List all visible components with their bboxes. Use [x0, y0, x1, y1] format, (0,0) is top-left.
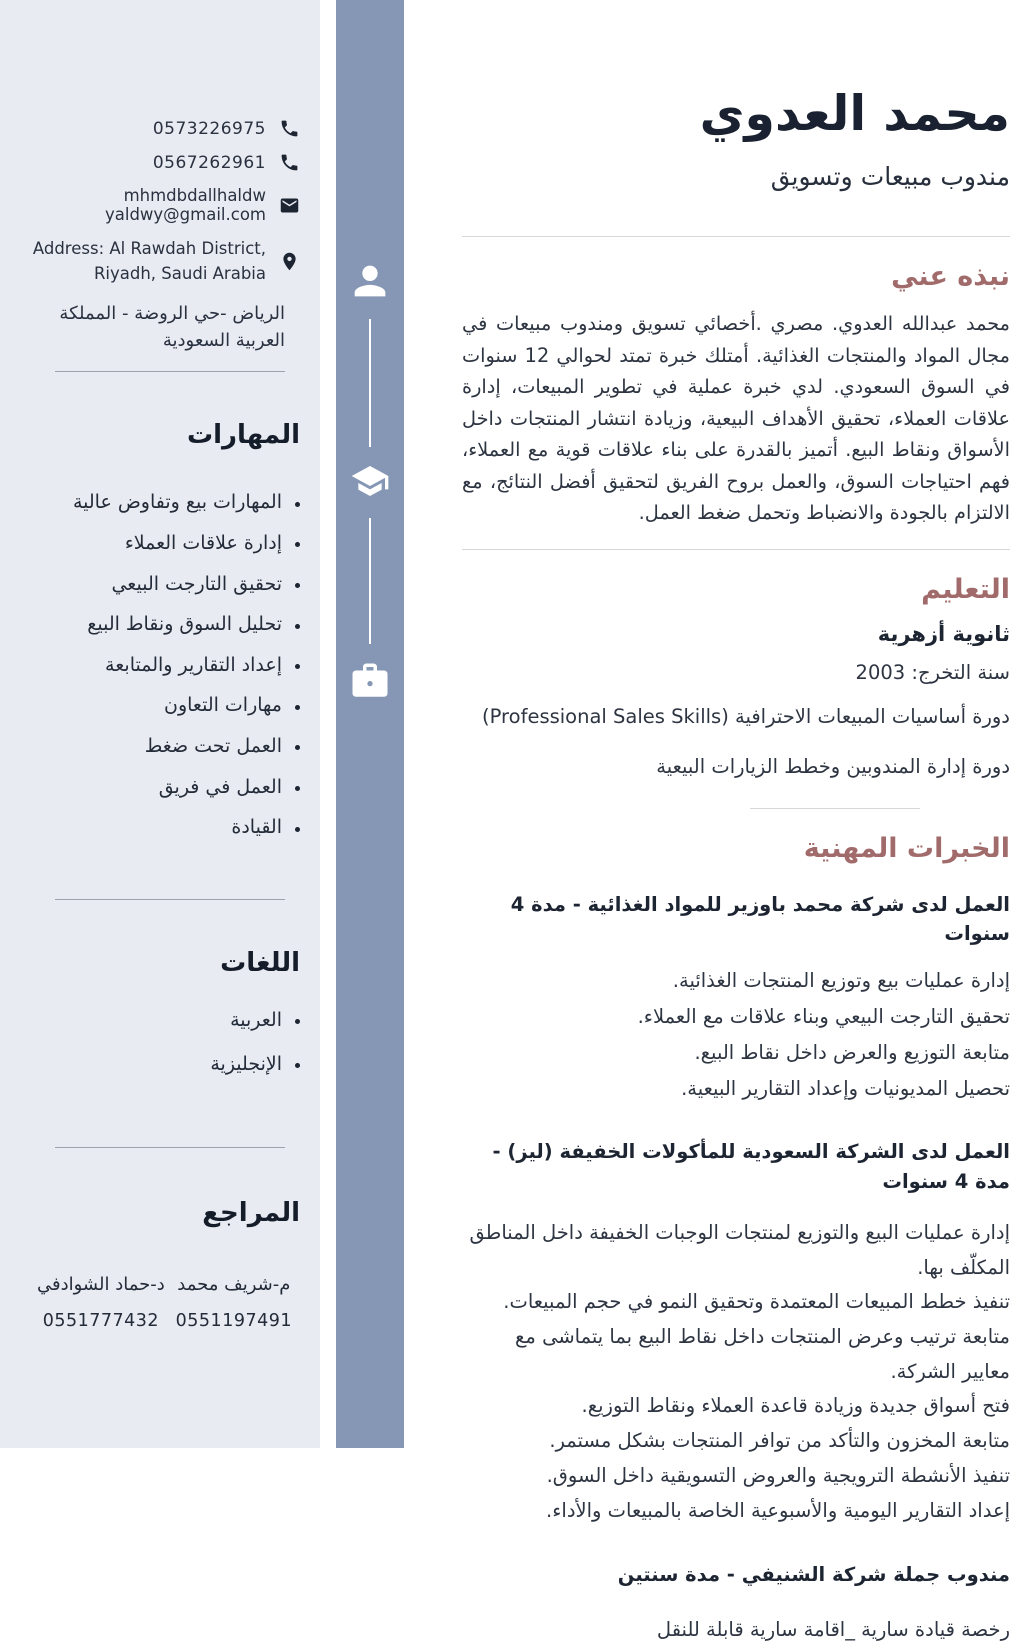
timeline-band: [336, 0, 404, 1448]
sidebar-divider: [55, 899, 285, 900]
skill-label: العمل تحت ضغط: [144, 735, 282, 758]
job-duty-line: إدارة عمليات بيع وتوزيع المنتجات الغذائية.: [672, 969, 1010, 993]
bullet-dot: [295, 502, 300, 507]
experience-job: [462, 890, 1010, 1108]
phone-icon: [279, 118, 300, 139]
references-section: [25, 1198, 300, 1331]
job-heading: العمل لدى شركة محمد باوزير للمواد الغذائية - مدة 4 سنوات: [510, 892, 1010, 945]
languages-list: [25, 1008, 300, 1077]
skill-label: القيادة: [231, 816, 282, 839]
job-duty-line: فتح أسواق جديدة وزيادة قاعدة العملاء ونقاط التوزيع.: [581, 1394, 1010, 1418]
about-section: [462, 261, 1010, 528]
language-label: العربية: [230, 1009, 282, 1032]
list-item: [25, 775, 300, 801]
skill-label: مهارات التعاون: [164, 694, 282, 717]
education-section: [462, 574, 1010, 778]
language-label: الإنجليزية: [210, 1052, 282, 1075]
main-content: [462, 0, 1010, 1648]
email-icon: [279, 195, 300, 216]
list-item: [25, 653, 300, 679]
reference-item: [176, 1274, 292, 1331]
job-heading: العمل لدى الشركة السعودية للمأكولات الخفيفة (ليز) - مدة 4 سنوات: [492, 1140, 1010, 1193]
list-item: [25, 612, 300, 638]
section-divider: [462, 236, 1010, 237]
education-school: ثانوية أزهرية: [877, 621, 1010, 646]
reference-phone: 0551197491: [175, 1311, 292, 1332]
phone-icon: [279, 152, 300, 173]
education-grad-year: سنة التخرج: 2003: [855, 660, 1010, 684]
bullet-dot: [295, 664, 300, 669]
graduation-cap-icon: [347, 461, 393, 501]
phone-number-1: 0573226975: [152, 118, 266, 139]
bullet-dot: [295, 583, 300, 588]
contact-phone-2: [25, 152, 300, 173]
address-english: [33, 237, 266, 287]
bullet-dot: [295, 1063, 300, 1068]
bullet-dot: [295, 624, 300, 629]
list-item: [25, 693, 300, 719]
skill-label: تحقيق التارجت البيعي: [111, 572, 282, 595]
job-duty-line: تحصيل المديونيات وإعداد التقارير البيعية.: [681, 1077, 1010, 1101]
bullet-dot: [295, 745, 300, 750]
bullet-dot: [295, 1019, 300, 1024]
location-icon: [279, 251, 300, 272]
job-duty-line: تنفيذ الأنشطة الترويجية والعروض التسويقية داخل السوق.: [546, 1463, 1010, 1487]
bullet-dot: [295, 542, 300, 547]
reference-phone: 0551777432: [42, 1311, 160, 1332]
references-row: [37, 1274, 292, 1331]
briefcase-icon: [348, 660, 392, 702]
job-duty-line: إدارة عمليات البيع والتوزيع لمنتجات الوجبات الخفيفة داخل المناطق المكلّف بها.: [469, 1220, 1010, 1279]
experience-job: [462, 1137, 1010, 1528]
skill-label: تحليل السوق ونقاط البيع: [87, 613, 282, 636]
contact-phone-1: [25, 118, 300, 139]
list-item: [25, 531, 300, 557]
job-duty-line: تحقيق التارجت البيعي وبناء علاقات مع العملاء.: [637, 1005, 1010, 1029]
education-title: التعليم: [921, 573, 1010, 605]
list-item: [25, 815, 300, 841]
list-item: [25, 1052, 300, 1078]
references-title: المراجع: [202, 1198, 300, 1229]
skills-title: المهارات: [186, 420, 300, 451]
email-address: mhmdbdallhaldw yaldwy@gmail.com: [104, 186, 266, 224]
skill-label: إعداد التقارير والمتابعة: [105, 653, 282, 676]
address-line-2: Riyadh, Saudi Arabia: [93, 263, 266, 283]
job-title: مندوب مبيعات وتسويق: [770, 162, 1010, 192]
job-duty-line: تنفيذ خطط المبيعات المعتمدة وتحقيق النمو في حجم المبيعات.: [503, 1290, 1010, 1314]
job-duty-line: إعداد التقارير اليومية والأسبوعية الخاصة بالمبيعات والأداء.: [546, 1498, 1010, 1522]
job-duties: [462, 1216, 1010, 1528]
experience-section: [462, 833, 1010, 1648]
list-item: [25, 1008, 300, 1034]
bullet-dot: [295, 827, 300, 832]
timeline-connector: [369, 518, 371, 644]
job-duties: [462, 963, 1010, 1107]
sidebar-divider: [55, 1147, 285, 1148]
experience-job: [462, 1560, 1010, 1647]
address-arabic: الرياض -حي الروضة - المملكة العربية السعودية: [59, 302, 285, 352]
job-duty-line: رخصة قيادة سارية _اقامة سارية قابلة للنقل: [656, 1617, 1010, 1641]
section-divider-short: [750, 808, 920, 809]
list-item: [25, 734, 300, 760]
contact-section: [25, 118, 300, 355]
phone-number-2: 0567262961: [152, 152, 266, 173]
bullet-dot: [295, 705, 300, 710]
job-duty-line: متابعة المخزون والتأكد من توافر المنتجات بشكل مستمر.: [549, 1429, 1010, 1453]
reference-item: [37, 1274, 165, 1331]
job-duty-line: متابعة التوزيع والعرض داخل نقاط البيع.: [694, 1041, 1010, 1065]
skills-section: [25, 420, 300, 841]
list-item: [25, 572, 300, 598]
experience-title: الخبرات المهنية: [803, 832, 1010, 864]
sidebar: [0, 0, 320, 1448]
timeline-connector: [369, 319, 371, 447]
job-heading: مندوب جملة شركة الشنيفي - مدة سنتين: [617, 1563, 1010, 1587]
skill-label: إدارة علاقات العملاء: [124, 531, 282, 554]
profile-icon: [347, 258, 393, 304]
skill-label: العمل في فريق: [158, 775, 282, 798]
about-text: محمد عبدالله العدوي. مصري .أخصائي تسويق ومندوب مبيعات في مجال المواد والمنتجات الغذائية. أمتلك خبرة تمتد لحوالي 12 سنوات في السوق السعودي. لدي خبرة عملية في تطوير المبيعات، إدارة علاقات العملاء، تحقيق الأهداف البيعية، وزيادة انتشار المنتجات داخل الأسواق ونقاط البيع. أتميز بالقدرة على بناء علاقات قوية مع العملاء، فهم احتياجات السوق، والعمل بروح الفريق لتحقيق أفضل النتائج، مع الالتزام بالجودة والانضباط وتحمل ضغط العمل.: [462, 312, 1010, 525]
contact-email: [25, 186, 300, 224]
skill-label: المهارات بيع وتفاوض عالية: [72, 491, 282, 514]
languages-section: [25, 948, 300, 1077]
contact-address: [25, 237, 300, 287]
education-course: دورة أساسيات المبيعات الاحترافية (Professional Sales Skills): [482, 704, 1010, 728]
list-item: [25, 490, 300, 516]
address-line-1: Address: Al Rawdah District,: [32, 239, 266, 258]
sidebar-divider: [55, 371, 285, 372]
reference-name: د-حماد الشوادفي: [37, 1274, 165, 1296]
reference-name: م-شريف محمد: [177, 1274, 291, 1296]
skills-list: [25, 490, 300, 841]
languages-title: اللغات: [220, 948, 300, 979]
job-duty-line: متابعة ترتيب وعرض المنتجات داخل نقاط البيع بما يتماشى مع معايير الشركة.: [515, 1325, 1010, 1383]
page-title: محمد العدوي: [699, 85, 1010, 142]
about-title: نبذه عني: [891, 261, 1010, 293]
section-divider: [462, 549, 1010, 550]
job-duties: [462, 1612, 1010, 1648]
bullet-dot: [295, 786, 300, 791]
education-course: دورة إدارة المندوبين وخطط الزيارات البيعية: [656, 754, 1010, 778]
